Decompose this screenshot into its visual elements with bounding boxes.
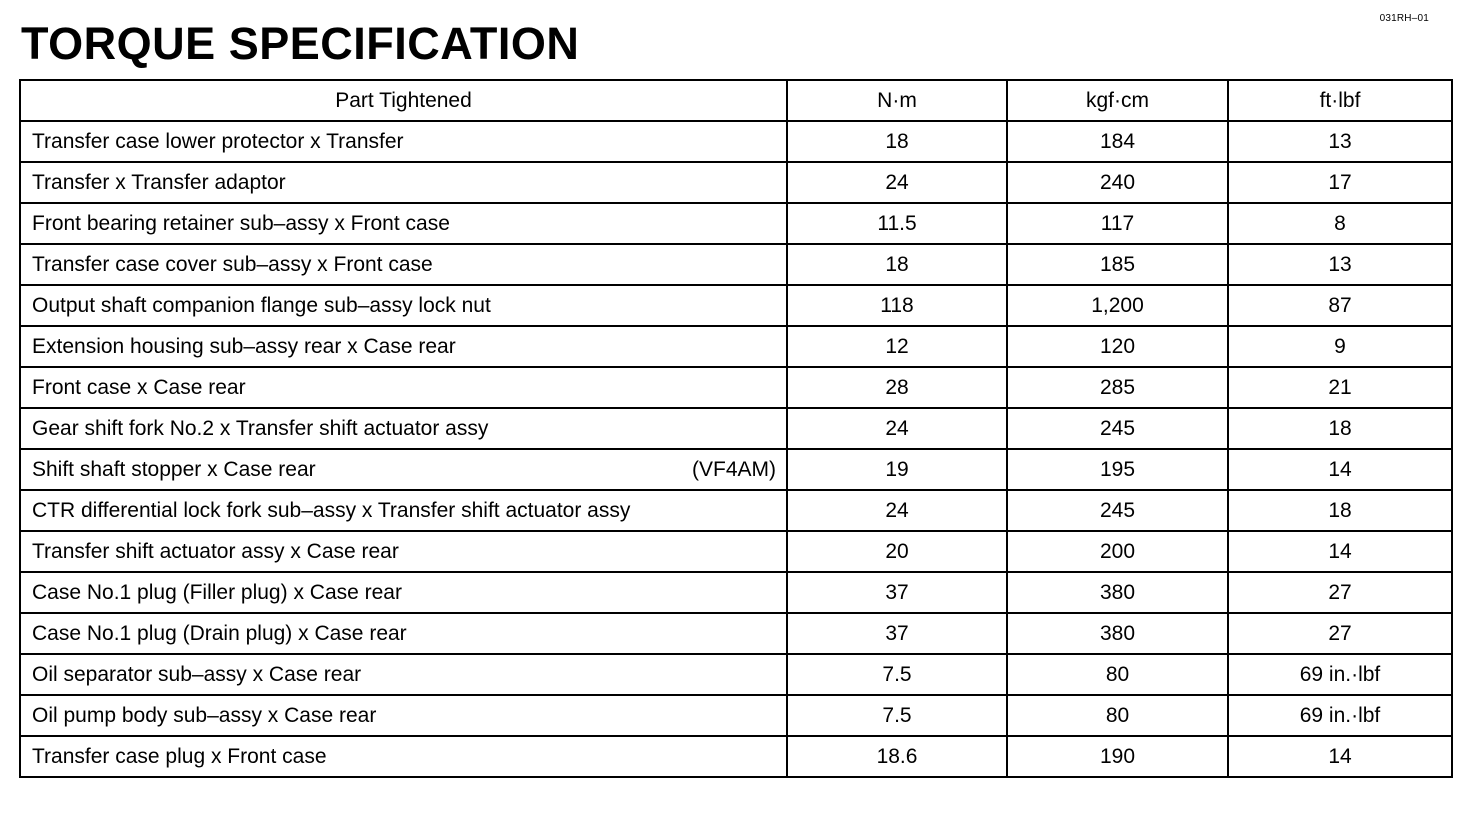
torque-ft-lbf-cell: 21 (1228, 367, 1452, 408)
table-row (20, 613, 1452, 654)
table-row (20, 654, 1452, 695)
table-row (20, 326, 1452, 367)
part-tightened-label: Shift shaft stopper x Case rear (32, 457, 316, 481)
part-tightened-label: Oil pump body sub–assy x Case rear (32, 703, 377, 727)
torque-ft-lbf-cell: 69 in.·lbf (1228, 654, 1452, 695)
part-tightened-label: Transfer case cover sub–assy x Front case (32, 252, 433, 276)
torque-nm-cell: 24 (787, 490, 1007, 531)
torque-kgf-cm-cell: 245 (1007, 490, 1228, 531)
torque-kgf-cm-cell: 80 (1007, 695, 1228, 736)
torque-nm-cell: 20 (787, 531, 1007, 572)
part-tightened-label: CTR differential lock fork sub–assy x Transfer shift actuator assy (32, 498, 631, 522)
torque-ft-lbf-cell: 13 (1228, 121, 1452, 162)
torque-kgf-cm-cell: 285 (1007, 367, 1228, 408)
part-tightened-cell (20, 203, 787, 244)
part-tightened-cell (20, 654, 787, 695)
torque-nm-cell: 12 (787, 326, 1007, 367)
torque-nm-cell: 19 (787, 449, 1007, 490)
torque-nm-cell: 118 (787, 285, 1007, 326)
part-tightened-label: Case No.1 plug (Drain plug) x Case rear (32, 621, 407, 645)
torque-ft-lbf-cell: 87 (1228, 285, 1452, 326)
torque-nm-cell: 11.5 (787, 203, 1007, 244)
table-row (20, 203, 1452, 244)
part-tightened-cell (20, 531, 787, 572)
torque-nm-cell: 24 (787, 408, 1007, 449)
torque-nm-cell: 18 (787, 121, 1007, 162)
torque-ft-lbf-cell: 14 (1228, 449, 1452, 490)
part-tightened-cell (20, 449, 787, 490)
part-tightened-label: Front bearing retainer sub–assy x Front case (32, 211, 450, 235)
table-row (20, 285, 1452, 326)
torque-ft-lbf-cell: 9 (1228, 326, 1452, 367)
table-row (20, 736, 1452, 777)
torque-ft-lbf-cell: 17 (1228, 162, 1452, 203)
part-tightened-cell (20, 121, 787, 162)
part-tightened-label: Oil separator sub–assy x Case rear (32, 662, 362, 686)
column-header-nm: N·m (787, 80, 1007, 121)
torque-kgf-cm-cell: 1,200 (1007, 285, 1228, 326)
torque-kgf-cm-cell: 184 (1007, 121, 1228, 162)
torque-kgf-cm-cell: 380 (1007, 613, 1228, 654)
torque-ft-lbf-cell: 8 (1228, 203, 1452, 244)
column-header-part: Part Tightened (20, 80, 787, 121)
part-tightened-label: Extension housing sub–assy rear x Case rear (32, 334, 456, 358)
torque-nm-cell: 37 (787, 572, 1007, 613)
part-tightened-cell (20, 244, 787, 285)
torque-ft-lbf-cell: 69 in.·lbf (1228, 695, 1452, 736)
torque-ft-lbf-cell: 18 (1228, 490, 1452, 531)
torque-kgf-cm-cell: 190 (1007, 736, 1228, 777)
part-tightened-label: Output shaft companion flange sub–assy lock nut (32, 293, 491, 317)
part-tightened-label: Transfer case lower protector x Transfer (32, 129, 404, 153)
table-row (20, 162, 1452, 203)
table-body (20, 121, 1452, 777)
table-row (20, 367, 1452, 408)
page-title: TORQUE SPECIFICATION (21, 18, 580, 69)
part-tightened-label: Case No.1 plug (Filler plug) x Case rear (32, 580, 402, 604)
part-tightened-cell (20, 367, 787, 408)
torque-nm-cell: 18 (787, 244, 1007, 285)
part-tightened-label: Transfer shift actuator assy x Case rear (32, 539, 399, 563)
table-row (20, 695, 1452, 736)
torque-kgf-cm-cell: 245 (1007, 408, 1228, 449)
column-header-kgf-cm: kgf·cm (1007, 80, 1228, 121)
torque-ft-lbf-cell: 27 (1228, 613, 1452, 654)
part-tightened-label: Transfer case plug x Front case (32, 744, 327, 768)
part-tightened-cell (20, 326, 787, 367)
torque-kgf-cm-cell: 195 (1007, 449, 1228, 490)
torque-kgf-cm-cell: 380 (1007, 572, 1228, 613)
torque-nm-cell: 7.5 (787, 695, 1007, 736)
table-row (20, 408, 1452, 449)
column-header-ft-lbf: ft·lbf (1228, 80, 1452, 121)
torque-nm-cell: 7.5 (787, 654, 1007, 695)
part-tightened-cell (20, 285, 787, 326)
table-row (20, 244, 1452, 285)
part-tightened-cell (20, 736, 787, 777)
table-header-row (20, 80, 1452, 121)
part-tightened-cell (20, 613, 787, 654)
table-row (20, 449, 1452, 490)
torque-kgf-cm-cell: 200 (1007, 531, 1228, 572)
torque-nm-cell: 37 (787, 613, 1007, 654)
table-row (20, 121, 1452, 162)
torque-kgf-cm-cell: 240 (1007, 162, 1228, 203)
torque-ft-lbf-cell: 27 (1228, 572, 1452, 613)
torque-kgf-cm-cell: 117 (1007, 203, 1228, 244)
table-row (20, 572, 1452, 613)
part-tightened-cell (20, 490, 787, 531)
torque-kgf-cm-cell: 120 (1007, 326, 1228, 367)
torque-nm-cell: 28 (787, 367, 1007, 408)
part-tightened-label: Gear shift fork No.2 x Transfer shift actuator assy (32, 416, 489, 440)
torque-ft-lbf-cell: 14 (1228, 531, 1452, 572)
page-id: 031RH–01 (1379, 13, 1429, 24)
torque-kgf-cm-cell: 80 (1007, 654, 1228, 695)
torque-nm-cell: 18.6 (787, 736, 1007, 777)
part-tightened-cell (20, 695, 787, 736)
part-tightened-label: Front case x Case rear (32, 375, 246, 399)
part-tightened-cell (20, 572, 787, 613)
model-note: (VF4AM) (692, 457, 776, 481)
part-tightened-cell (20, 408, 787, 449)
torque-ft-lbf-cell: 18 (1228, 408, 1452, 449)
torque-ft-lbf-cell: 13 (1228, 244, 1452, 285)
torque-kgf-cm-cell: 185 (1007, 244, 1228, 285)
part-tightened-label: Transfer x Transfer adaptor (32, 170, 286, 194)
table-row (20, 490, 1452, 531)
torque-spec-table (19, 79, 1453, 778)
torque-nm-cell: 24 (787, 162, 1007, 203)
torque-ft-lbf-cell: 14 (1228, 736, 1452, 777)
table-row (20, 531, 1452, 572)
part-tightened-cell (20, 162, 787, 203)
